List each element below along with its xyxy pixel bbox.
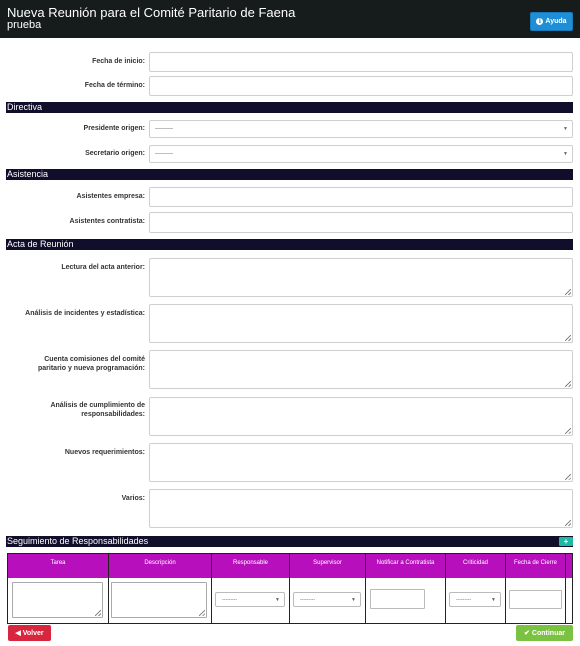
fecha-cierre-input[interactable] [509,590,562,609]
chevron-down-icon: ▼ [563,151,568,157]
resize-grip-icon[interactable] [199,610,205,616]
resize-grip-icon[interactable] [565,474,571,480]
resize-grip-icon[interactable] [565,520,571,526]
secretario-select[interactable] [149,145,573,163]
varios-label: Varios: [121,495,145,502]
lectura-acta-textarea[interactable] [149,258,573,297]
presidente-label: Presidente origen: [83,125,145,132]
col-criticidad: Criticidad [462,560,488,566]
analisis-cumplimiento-label: Análisis de cumplimiento de responsabilidades: [50,402,145,418]
responsable-selected: --------- [222,597,237,603]
page-title: Nueva Reunión para el Comité Paritario de Faena [7,5,296,20]
chevron-down-icon: ▼ [351,597,356,603]
asistentes-contratista-field[interactable] [149,212,573,233]
analisis-cumplimiento-textarea[interactable] [149,397,573,436]
help-button-label: Ayuda [545,18,567,25]
col-descripcion: Descripción [144,560,176,566]
asistentes-empresa-label: Asistentes empresa: [76,193,145,200]
column-divider [289,554,290,623]
nuevos-requerimientos-textarea[interactable] [149,443,573,482]
presidente-selected: --------- [155,126,173,132]
responsable-select[interactable] [215,592,285,607]
col-supervisor: Supervisor [313,560,342,566]
section-asistencia: Asistencia [6,169,573,180]
supervisor-select[interactable] [293,592,361,607]
check-icon: ✔ [524,630,530,637]
lectura-acta-label: Lectura del acta anterior: [61,264,145,271]
analisis-incidentes-label: Análisis de incidentes y estadística: [25,310,145,317]
fecha-termino-field[interactable] [149,76,573,96]
top-bar [0,0,580,38]
continue-button-label: Continuar [531,629,565,637]
section-seguimiento: Seguimiento de Responsabilidades [6,536,573,547]
back-button-label: Volver [22,629,44,637]
resize-grip-icon[interactable] [95,610,101,616]
back-button[interactable] [8,625,51,641]
supervisor-selected: --------- [300,597,315,603]
column-divider [445,554,446,623]
column-divider [365,554,366,623]
secretario-selected: --------- [155,151,173,157]
cuenta-comisiones-label: Cuenta comisiones del comité paritario y nueva programación: [38,356,145,372]
presidente-select[interactable] [149,120,573,138]
col-responsable: Responsable [232,560,269,566]
help-button[interactable] [530,12,573,31]
col-tarea: Tarea [50,560,66,566]
resize-grip-icon[interactable] [565,335,571,341]
resize-grip-icon[interactable] [565,428,571,434]
section-directiva: Directiva [6,102,573,113]
cuenta-comisiones-textarea[interactable] [149,350,573,389]
notificar-contratista-input[interactable] [370,589,425,609]
resize-grip-icon[interactable] [565,381,571,387]
page-subtitle: prueba [7,19,42,31]
continue-button[interactable] [516,625,573,641]
asistentes-empresa-field[interactable] [149,187,573,207]
descripcion-textarea[interactable] [111,582,207,618]
column-divider [108,554,109,623]
chevron-down-icon: ▼ [275,597,280,603]
column-divider [211,554,212,623]
criticidad-select[interactable] [449,592,501,607]
nuevos-requerimientos-label: Nuevos requerimientos: [64,449,145,456]
fecha-inicio-label: Fecha de inicio: [92,58,145,65]
column-divider [565,554,566,623]
col-notificar-contratista: Notificar a Contratista [376,560,435,566]
chevron-down-icon: ▼ [563,126,568,132]
analisis-incidentes-textarea[interactable] [149,304,573,343]
fecha-termino-label: Fecha de término: [84,82,145,89]
add-row-button[interactable]: + [559,537,573,546]
varios-textarea[interactable] [149,489,573,528]
resize-grip-icon[interactable] [565,289,571,295]
fecha-inicio-field[interactable] [149,52,573,72]
criticidad-selected: --------- [456,597,471,603]
info-icon: i [536,18,543,25]
secretario-label: Secretario origen: [85,150,145,157]
col-fecha-cierre: Fecha de Cierre [513,560,558,566]
responsabilidades-table [7,553,573,624]
asistentes-contratista-label: Asistentes contratista: [69,218,145,225]
tarea-textarea[interactable] [12,582,103,618]
section-acta: Acta de Reunión [6,239,573,250]
chevron-down-icon: ▼ [491,597,496,603]
column-divider [505,554,506,623]
arrow-left-icon: ◀ [15,630,21,637]
